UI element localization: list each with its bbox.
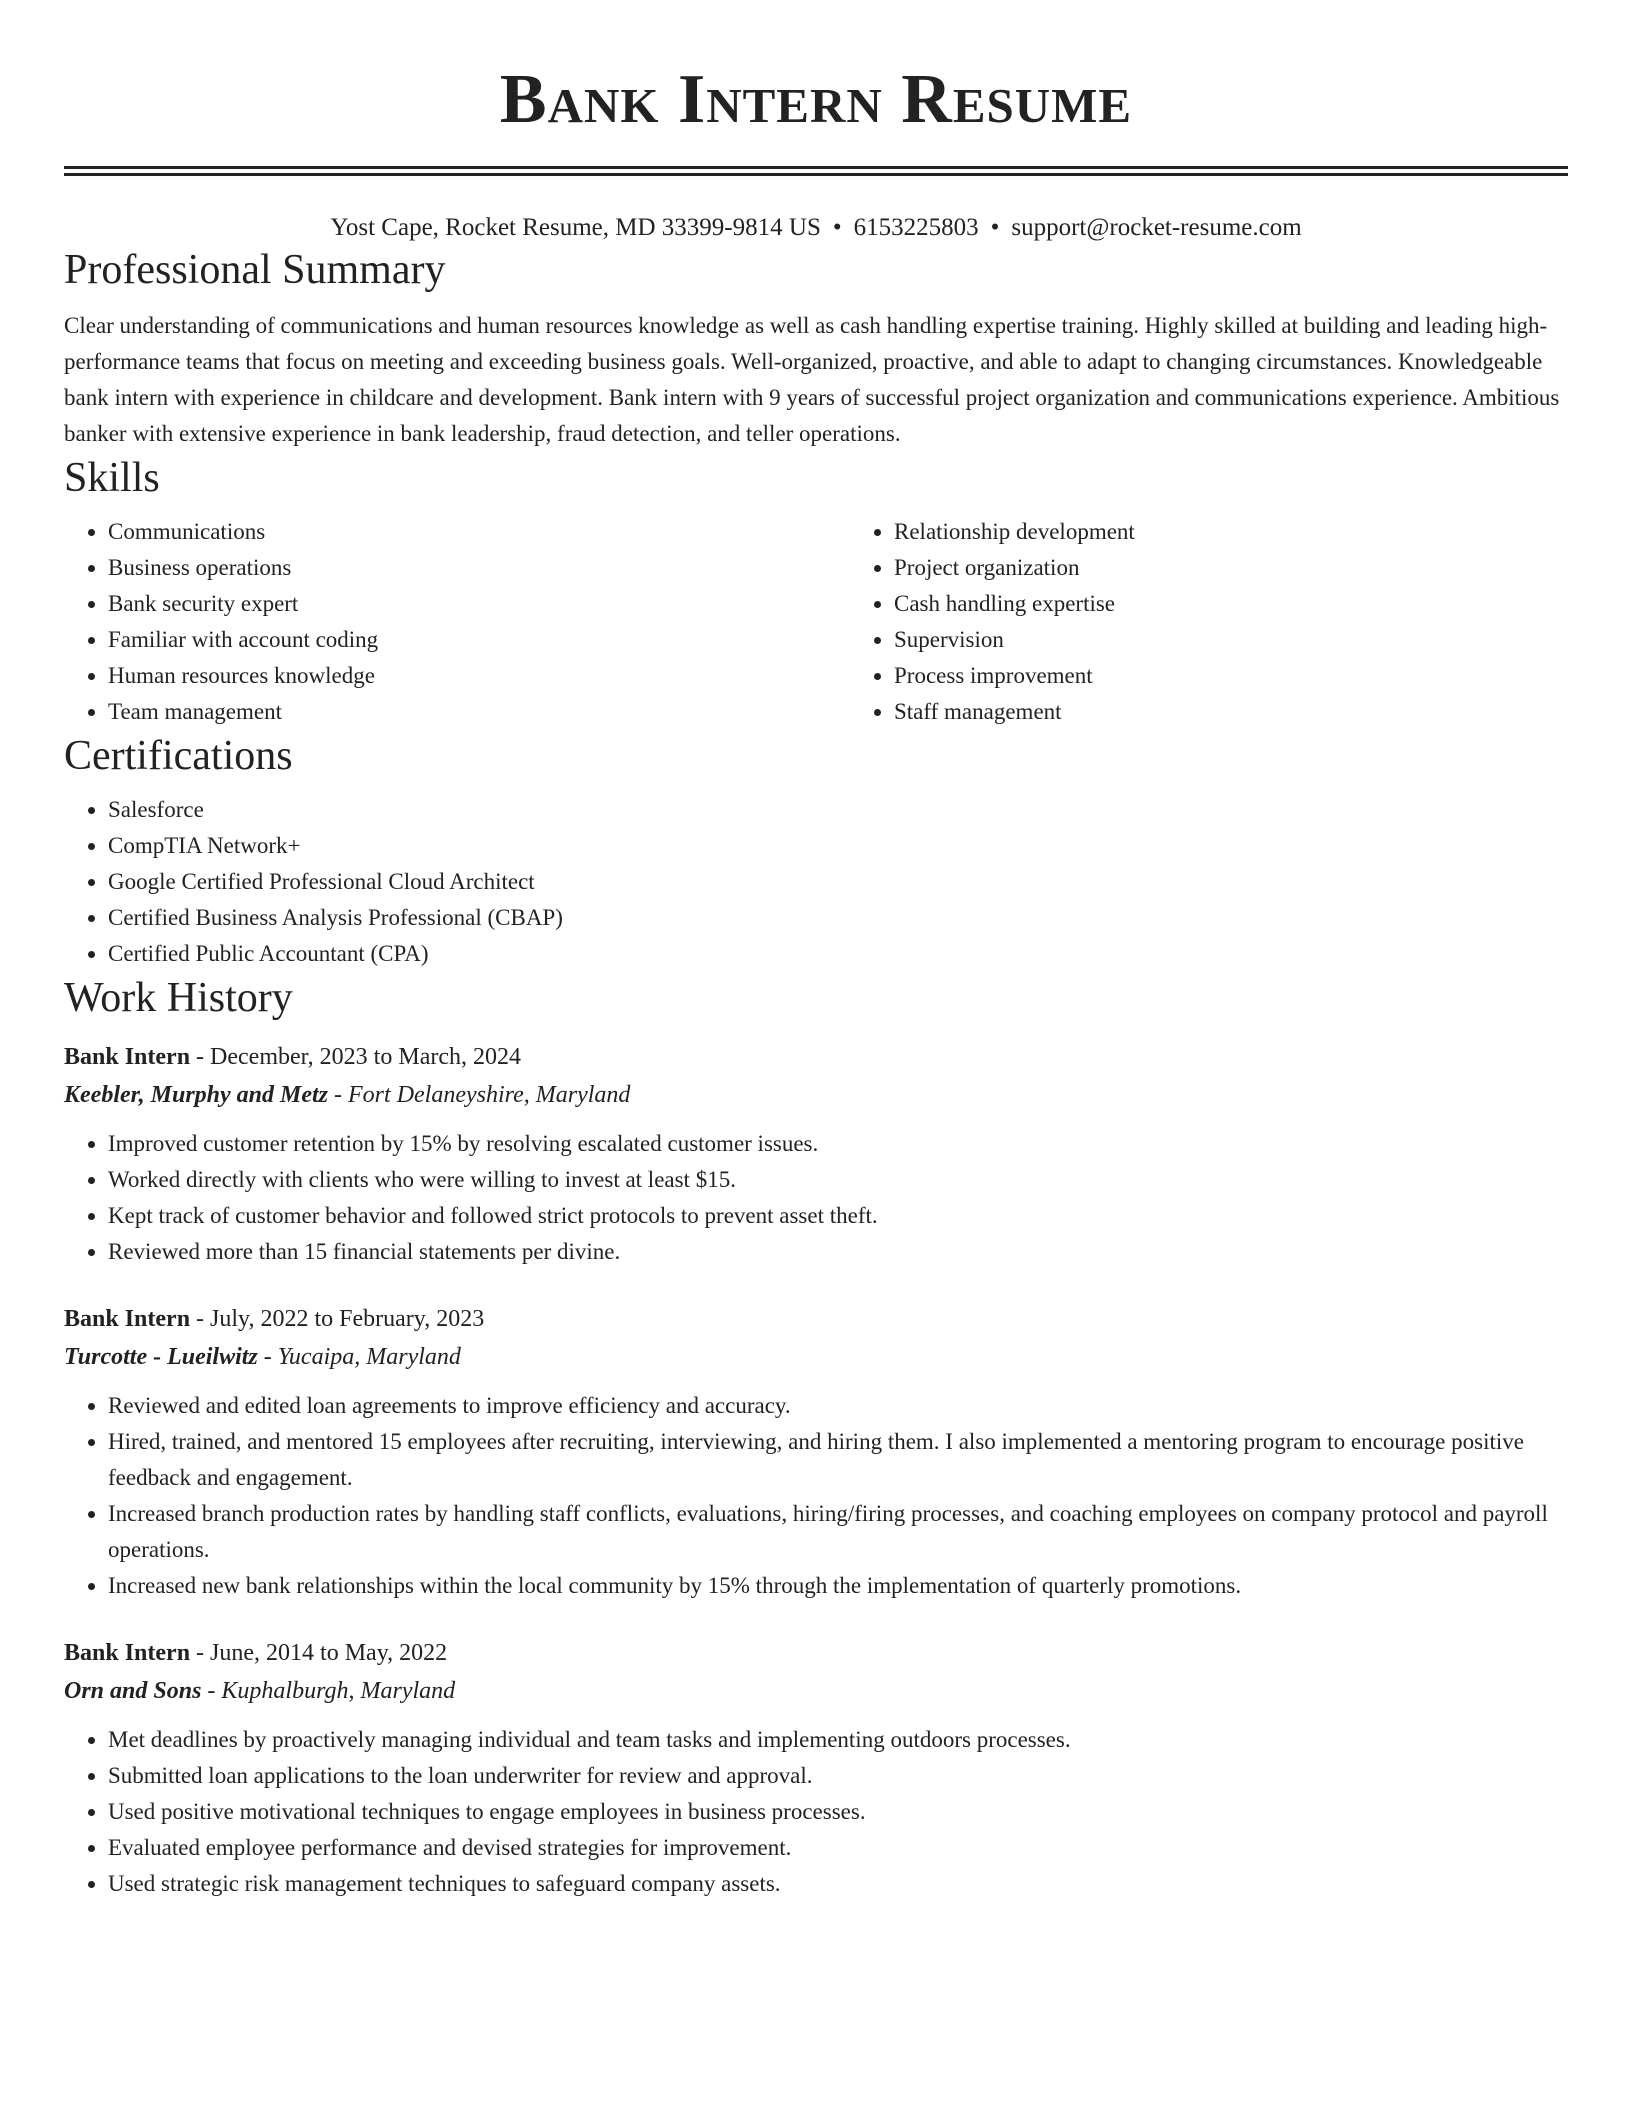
job-dates: - July, 2022 to February, 2023 xyxy=(190,1306,485,1332)
job-location: - Yucaipa, Maryland xyxy=(257,1344,461,1370)
skills-list-right xyxy=(850,514,1632,730)
job-bullet: • Met deadlines by proactively managing individual and team tasks and implementing outdoors processes. xyxy=(108,1722,1568,1758)
skill-item: • Bank security expert xyxy=(108,586,850,622)
title-double-rule xyxy=(64,166,1568,176)
job-bullet: • Reviewed and edited loan agreements to improve efficiency and accuracy. xyxy=(108,1388,1568,1424)
contact-separator: • xyxy=(990,214,1000,241)
job-location: - Fort Delaneyshire, Maryland xyxy=(328,1082,631,1108)
certification-item: • Google Certified Professional Cloud Architect xyxy=(108,864,1568,900)
job-location: - Kuphalburgh, Maryland xyxy=(201,1678,456,1704)
job-bullet: • Submitted loan applications to the loan underwriter for review and approval. xyxy=(108,1758,1568,1794)
job-entry xyxy=(64,1634,1568,1902)
certifications-heading: Certifications xyxy=(64,733,293,779)
job-employer-line xyxy=(64,1076,1568,1114)
skill-item: • Human resources knowledge xyxy=(108,658,850,694)
job-bullet: • Increased new bank relationships within the local community by 15% through the implementation of quarterly promotions. xyxy=(108,1568,1568,1604)
job-bullets xyxy=(64,1722,1568,1902)
work-history-heading: Work History xyxy=(64,975,293,1021)
page-title: Bank Intern Resume xyxy=(499,61,1133,138)
certification-item: • Salesforce xyxy=(108,792,1568,828)
skill-item: • Project organization xyxy=(894,550,1632,586)
skills-list-left xyxy=(64,514,850,730)
skill-item: • Familiar with account coding xyxy=(108,622,850,658)
job-bullet: • Reviewed more than 15 financial statements per divine. xyxy=(108,1234,1568,1270)
job-bullet: • Used strategic risk management techniques to safeguard company assets. xyxy=(108,1866,1568,1902)
contact-address: Yost Cape, Rocket Resume, MD 33399-9814 US xyxy=(330,214,821,241)
job-employer-line xyxy=(64,1672,1568,1710)
job-employer-line xyxy=(64,1338,1568,1376)
job-bullet: • Evaluated employee performance and devised strategies for improvement. xyxy=(108,1830,1568,1866)
certification-item: • Certified Business Analysis Professional (CBAP) xyxy=(108,900,1568,936)
skill-item: • Staff management xyxy=(894,694,1632,730)
certification-item: • Certified Public Accountant (CPA) xyxy=(108,936,1568,972)
job-title-line xyxy=(64,1634,1568,1672)
job-title-line xyxy=(64,1038,1568,1076)
skill-item: • Business operations xyxy=(108,550,850,586)
job-company: Orn and Sons xyxy=(64,1678,202,1704)
job-company: Keebler, Murphy and Metz xyxy=(64,1082,329,1108)
job-dates: - December, 2023 to March, 2024 xyxy=(190,1044,521,1070)
job-role: Bank Intern xyxy=(64,1044,191,1070)
skill-item: • Process improvement xyxy=(894,658,1632,694)
skills-columns xyxy=(64,514,1568,730)
job-entry xyxy=(64,1038,1568,1270)
job-bullet: • Improved customer retention by 15% by resolving escalated customer issues. xyxy=(108,1126,1568,1162)
job-bullet: • Hired, trained, and mentored 15 employees after recruiting, interviewing, and hiring them. I also implemented a mentoring program to encourage positive feedback and engagement. xyxy=(108,1424,1568,1496)
skill-item: • Supervision xyxy=(894,622,1632,658)
job-bullet: • Worked directly with clients who were willing to invest at least $15. xyxy=(108,1162,1568,1198)
job-entry xyxy=(64,1300,1568,1604)
job-role: Bank Intern xyxy=(64,1306,191,1332)
job-bullets xyxy=(64,1126,1568,1270)
job-bullet: • Used positive motivational techniques to engage employees in business processes. xyxy=(108,1794,1568,1830)
skill-item: • Relationship development xyxy=(894,514,1632,550)
skill-item: • Cash handling expertise xyxy=(894,586,1632,622)
contact-email: support@rocket-resume.com xyxy=(1011,214,1302,241)
job-bullet: • Kept track of customer behavior and followed strict protocols to prevent asset theft. xyxy=(108,1198,1568,1234)
job-role: Bank Intern xyxy=(64,1640,191,1666)
certification-item: • CompTIA Network+ xyxy=(108,828,1568,864)
summary-text: Clear understanding of communications and human resources knowledge as well as cash handling expertise training. Highly skilled at building and leading high-performance teams that focus on meeting and exceeding business goals. Well-organized, proactive, and able to adapt to changing circumstances. Knowledgeable bank intern with experience in childcare and development. Bank intern with 9 years of successful project organization and communications experience. Ambitious banker with extensive experience in bank leadership, fraud detection, and teller operations. xyxy=(64,313,1560,446)
job-dates: - June, 2014 to May, 2022 xyxy=(190,1640,448,1666)
skill-item: • Communications xyxy=(108,514,850,550)
skills-heading: Skills xyxy=(64,455,160,501)
certifications-list xyxy=(64,792,1568,972)
job-bullet: • Increased branch production rates by handling staff conflicts, evaluations, hiring/firing processes, and coaching employees on company protocol and payroll operations. xyxy=(108,1496,1568,1568)
contact-line xyxy=(64,212,1568,244)
job-company: Turcotte - Lueilwitz xyxy=(64,1344,258,1370)
job-title-line xyxy=(64,1300,1568,1338)
job-bullets xyxy=(64,1388,1568,1604)
contact-separator: • xyxy=(832,214,842,241)
summary-heading: Professional Summary xyxy=(64,247,446,293)
contact-phone: 6153225803 xyxy=(853,214,979,241)
skill-item: • Team management xyxy=(108,694,850,730)
